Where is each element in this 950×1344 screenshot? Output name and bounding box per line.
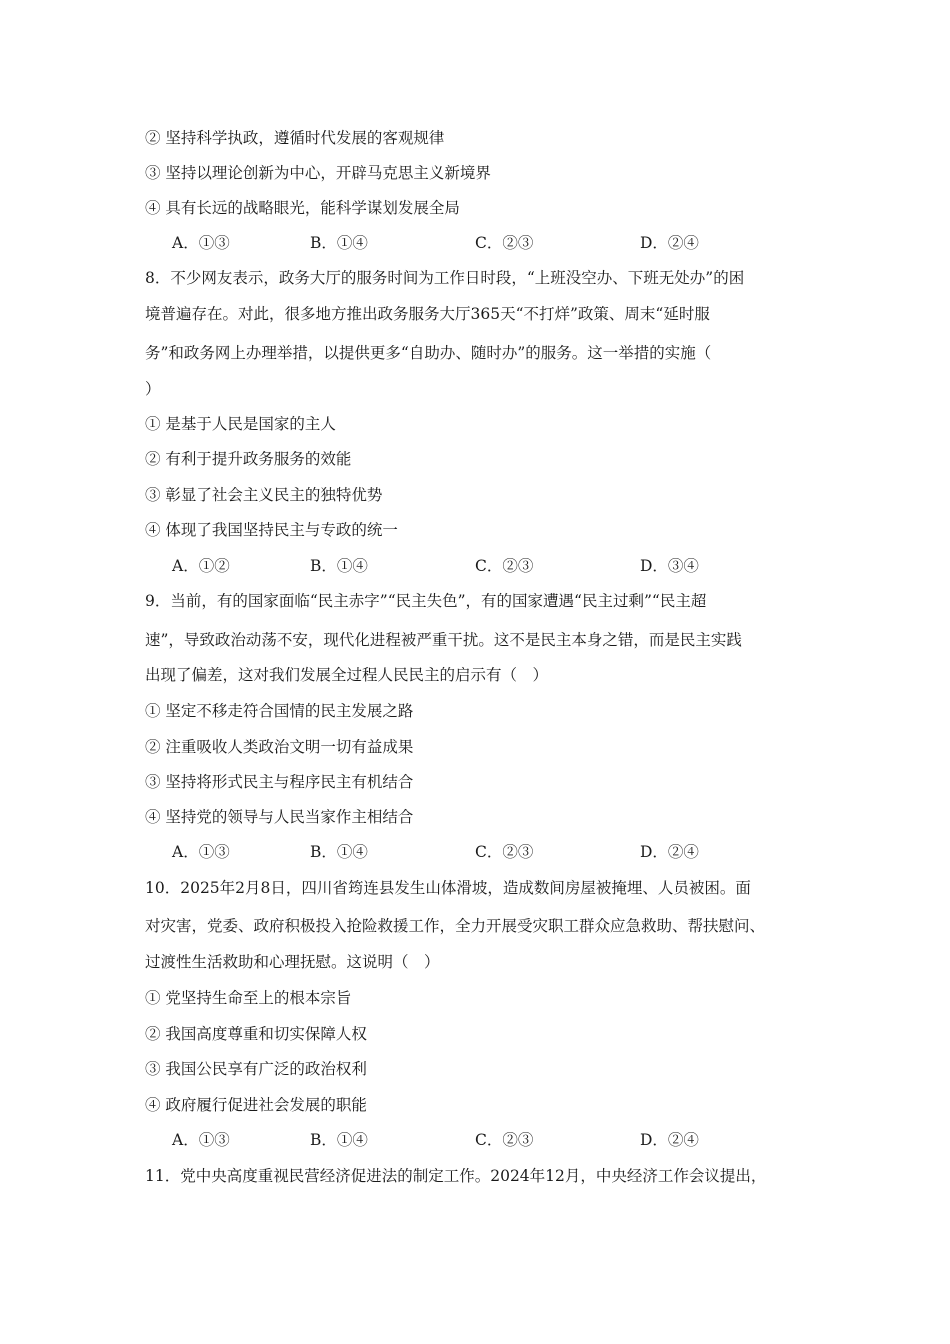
q10-option-4: ④ 政府履行促进社会发展的职能 xyxy=(145,1096,367,1114)
q8-stem-line-4: ） xyxy=(145,380,161,398)
q9-stem-line-1: 9．当前，有的国家面临“民主赤字”“民主失色”，有的国家遭遇“民主过剩”“民主超 xyxy=(145,592,707,610)
q7-option-3: ③ 坚持以理论创新为中心，开辟马克思主义新境界 xyxy=(145,164,491,182)
q10-answer-choices xyxy=(172,1128,772,1152)
q7-option-4: ④ 具有长远的战略眼光，能科学谋划发展全局 xyxy=(145,199,460,217)
q8-stem-line-2: 境普遍存在。对此，很多地方推出政务服务大厅365天“不打烊”政策、周末“延时服 xyxy=(145,305,710,323)
q9-option-1: ① 坚定不移走符合国情的民主发展之路 xyxy=(145,702,414,720)
q7-choice-a: A．①③ xyxy=(172,234,230,252)
q10-stem-line-1: 10．2025年2月8日，四川省筠连县发生山体滑坡，造成数间房屋被掩埋、人员被困。面 xyxy=(145,879,751,897)
q8-answer-choices xyxy=(172,554,772,578)
q10-choice-a: A．①③ xyxy=(172,1131,230,1149)
q9-choice-b: B．①④ xyxy=(310,843,368,861)
q8-option-2: ② 有利于提升政务服务的效能 xyxy=(145,450,352,468)
q7-answer-choices xyxy=(172,231,772,255)
q9-option-3: ③ 坚持将形式民主与程序民主有机结合 xyxy=(145,773,414,791)
q8-stem-line-3: 务”和政务网上办理举措，以提供更多“自助办、随时办”的服务。这一举措的实施（ xyxy=(145,344,712,362)
q8-choice-b: B．①④ xyxy=(310,557,368,575)
q7-choice-d: D．②④ xyxy=(640,234,699,252)
q9-option-2: ② 注重吸收人类政治文明一切有益成果 xyxy=(145,738,414,756)
q10-choice-d: D．②④ xyxy=(640,1131,699,1149)
q8-option-1: ① 是基于人民是国家的主人 xyxy=(145,415,336,433)
q10-option-3: ③ 我国公民享有广泛的政治权利 xyxy=(145,1060,367,1078)
q9-stem-line-2: 速”，导致政治动荡不安，现代化进程被严重干扰。这不是民主本身之错，而是民主实践 xyxy=(145,631,742,649)
q8-choice-c: C．②③ xyxy=(475,557,534,575)
q9-answer-choices xyxy=(172,840,772,864)
q9-choice-a: A．①③ xyxy=(172,843,230,861)
q9-choice-d: D．②④ xyxy=(640,843,699,861)
q7-choice-b: B．①④ xyxy=(310,234,368,252)
q8-option-4: ④ 体现了我国坚持民主与专政的统一 xyxy=(145,521,398,539)
q10-option-1: ① 党坚持生命至上的根本宗旨 xyxy=(145,989,352,1007)
q7-choice-c: C．②③ xyxy=(475,234,534,252)
q11-stem-line-1: 11．党中央高度重视民营经济促进法的制定工作。2024年12月，中央经济工作会议提出， xyxy=(145,1167,767,1185)
q10-option-2: ② 我国高度尊重和切实保障人权 xyxy=(145,1025,367,1043)
q7-option-2: ② 坚持科学执政，遵循时代发展的客观规律 xyxy=(145,129,445,147)
q10-choice-b: B．①④ xyxy=(310,1131,368,1149)
q8-stem-line-1: 8．不少网友表示，政务大厅的服务时间为工作日时段，“上班没空办、下班无处办”的困 xyxy=(145,269,745,287)
q9-stem-line-3: 出现了偏差，这对我们发展全过程人民民主的启示有（ ） xyxy=(145,666,549,684)
q10-stem-line-3: 过渡性生活救助和心理抚慰。这说明（ ） xyxy=(145,953,440,971)
q8-option-3: ③ 彰显了社会主义民主的独特优势 xyxy=(145,486,383,504)
q9-choice-c: C．②③ xyxy=(475,843,534,861)
q8-choice-d: D．③④ xyxy=(640,557,699,575)
q10-choice-c: C．②③ xyxy=(475,1131,534,1149)
q8-choice-a: A．①② xyxy=(172,557,230,575)
q10-stem-line-2: 对灾害，党委、政府积极投入抢险救援工作，全力开展受灾职工群众应急救助、帮扶慰问、 xyxy=(145,917,766,935)
q9-option-4: ④ 坚持党的领导与人民当家作主相结合 xyxy=(145,808,414,826)
